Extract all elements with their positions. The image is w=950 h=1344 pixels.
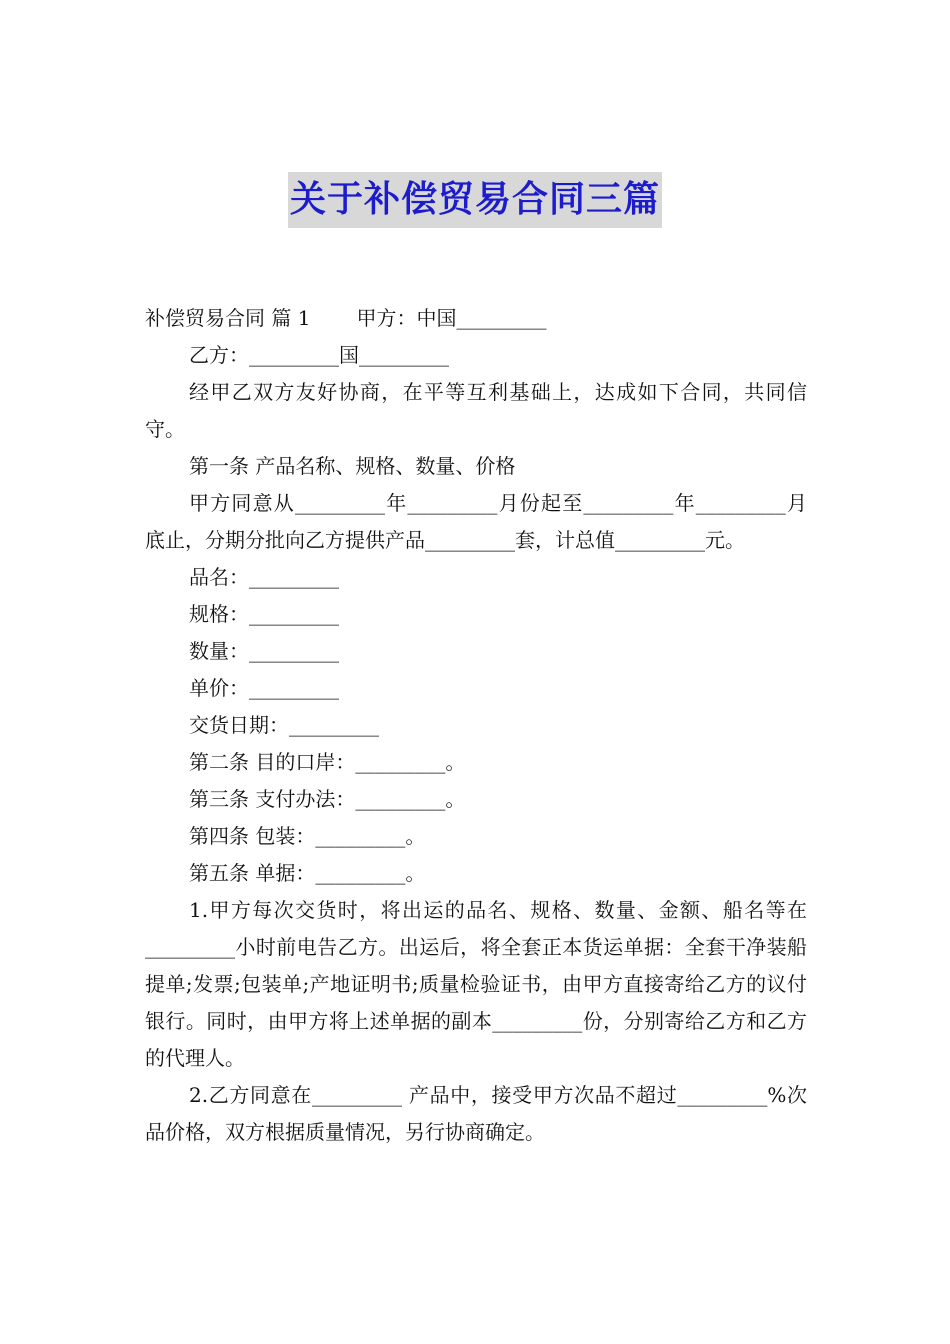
article-4: 第四条 包装：_________。 xyxy=(189,824,426,848)
party-a-line: 甲方：中国_________ xyxy=(356,306,547,330)
field-unit-price: 单价：_________ xyxy=(189,676,339,700)
clause-5-2: 2.乙方同意在_________ 产品中，接受甲方次品不超过_________%次品价格，双方根据质量情况，另行协商确定。 xyxy=(145,1083,807,1144)
field-delivery-date: 交货日期：_________ xyxy=(189,713,379,737)
article-3: 第三条 支付办法：_________。 xyxy=(189,787,466,811)
party-b-line: 乙方：_________国_________ xyxy=(189,343,449,367)
field-specification: 规格：_________ xyxy=(189,602,339,626)
article-1-body: 甲方同意从_________年_________月份起至_________年_________月底止，分期分批向乙方提供产品_________套，计总值_________元。 xyxy=(145,491,807,552)
intro-paragraph: 经甲乙双方友好协商，在平等互利基础上，达成如下合同，共同信守。 xyxy=(145,380,807,441)
document-title-wrapper xyxy=(0,172,950,234)
section-heading: 补偿贸易合同 篇 1 xyxy=(145,306,311,330)
article-5: 第五条 单据：_________。 xyxy=(189,861,426,885)
document-body xyxy=(145,300,807,1151)
clause-5-1: 1.甲方每次交货时，将出运的品名、规格、数量、金额、船名等在_________小时前电告乙方。出运后，将全套正本货运单据：全套干净装船提单;发票;包装单;产地证明书;质量检验证书，由甲方直接寄给乙方的议付银行。同时，由甲方将上述单据的副本_________份，分别寄给乙方和乙方的代理人。 xyxy=(145,898,807,1070)
document-title: 关于补偿贸易合同三篇 xyxy=(288,172,662,228)
article-1-heading: 第一条 产品名称、规格、数量、价格 xyxy=(189,454,516,478)
field-quantity: 数量：_________ xyxy=(189,639,339,663)
first-line xyxy=(145,300,807,337)
article-2: 第二条 目的口岸：_________。 xyxy=(189,750,466,774)
field-product-name: 品名：_________ xyxy=(189,565,339,589)
